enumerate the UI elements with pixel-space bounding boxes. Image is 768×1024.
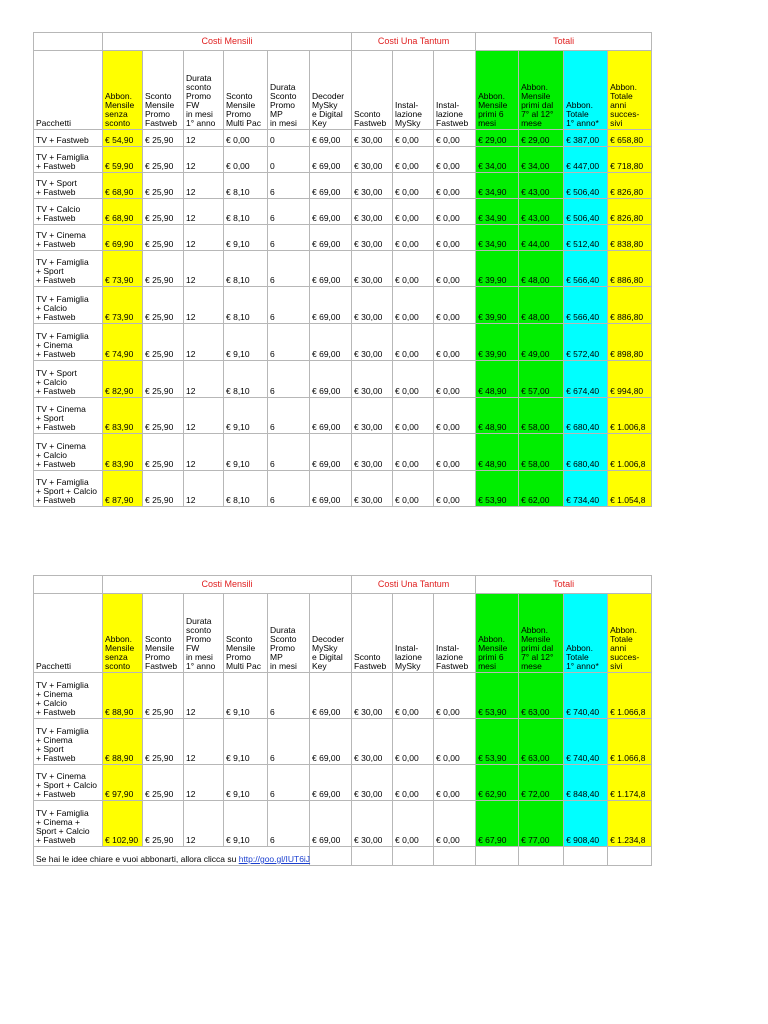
cell-mesi-7-12: € 77,00 xyxy=(519,801,564,847)
cell-pacchetto: TV + Famiglia + Sport + Fastweb xyxy=(34,251,103,287)
table-row xyxy=(34,398,652,434)
col-header-decoder: Decoder MySky e Digital Key xyxy=(310,594,352,673)
cell-pacchetto: TV + Cinema + Sport + Calcio + Fastweb xyxy=(34,765,103,801)
cell-durata-fw: 12 xyxy=(184,471,224,507)
cell-sconto-fastweb: € 25,90 xyxy=(143,765,184,801)
cell-install-fastweb: € 0,00 xyxy=(434,173,476,199)
cell-durata-mp: 6 xyxy=(268,324,310,361)
pricing-table-2 xyxy=(33,575,652,866)
cell-totale-1-anno: € 506,40 xyxy=(564,199,608,225)
cell-totale-1-anno: € 848,40 xyxy=(564,765,608,801)
cell-mesi-7-12: € 49,00 xyxy=(519,324,564,361)
table-1-body xyxy=(34,130,652,507)
table-row xyxy=(34,719,652,765)
cell-totale-anni-succ: € 826,80 xyxy=(608,199,652,225)
cell-totale-1-anno: € 572,40 xyxy=(564,324,608,361)
cell-sconto-multipac: € 8,10 xyxy=(224,287,268,324)
cell-totale-anni-succ: € 886,80 xyxy=(608,251,652,287)
cell-sconto-fw-tantum: € 30,00 xyxy=(352,251,393,287)
cell-abbon-mensile: € 69,90 xyxy=(103,225,143,251)
cell-abbon-mensile: € 87,90 xyxy=(103,471,143,507)
cell-totale-1-anno: € 740,40 xyxy=(564,719,608,765)
col-header-sconto-multipac: Sconto Mensile Promo Multi Pac xyxy=(224,51,268,130)
cell-durata-mp: 6 xyxy=(268,361,310,398)
cell-totale-1-anno: € 447,00 xyxy=(564,147,608,173)
table-row xyxy=(34,173,652,199)
cell-abbon-mensile: € 68,90 xyxy=(103,199,143,225)
cell-pacchetto: TV + Cinema + Fastweb xyxy=(34,225,103,251)
blank-cell xyxy=(34,576,103,594)
cell-pacchetto: TV + Famiglia + Cinema + Fastweb xyxy=(34,324,103,361)
col-header-totale-succ: Abbon. Totale anni succes- sivi xyxy=(608,594,652,673)
cell-sconto-fw-tantum: € 30,00 xyxy=(352,225,393,251)
group-costi-mensili: Costi Mensili xyxy=(103,33,352,51)
cell-install-fastweb: € 0,00 xyxy=(434,765,476,801)
cell-abbon-mensile: € 83,90 xyxy=(103,434,143,471)
cell-sconto-fastweb: € 25,90 xyxy=(143,251,184,287)
cell-durata-fw: 12 xyxy=(184,251,224,287)
footer-row xyxy=(34,847,652,866)
cell-sconto-multipac: € 0,00 xyxy=(224,147,268,173)
table-row xyxy=(34,324,652,361)
cell-primi-6-mesi: € 48,90 xyxy=(476,434,519,471)
cell-mesi-7-12: € 57,00 xyxy=(519,361,564,398)
cell-sconto-fastweb: € 25,90 xyxy=(143,471,184,507)
group-header-row xyxy=(34,576,652,594)
cell-sconto-multipac: € 0,00 xyxy=(224,130,268,147)
cell-primi-6-mesi: € 34,90 xyxy=(476,173,519,199)
cell-install-mysky: € 0,00 xyxy=(393,361,434,398)
cell-pacchetto: TV + Famiglia + Sport + Calcio + Fastweb xyxy=(34,471,103,507)
cell-decoder: € 69,00 xyxy=(310,199,352,225)
cell-sconto-fw-tantum: € 30,00 xyxy=(352,199,393,225)
cell-durata-mp: 6 xyxy=(268,801,310,847)
cell-sconto-fw-tantum: € 30,00 xyxy=(352,130,393,147)
cell-totale-1-anno: € 506,40 xyxy=(564,173,608,199)
table-row xyxy=(34,801,652,847)
cell-decoder: € 69,00 xyxy=(310,324,352,361)
cell-decoder: € 69,00 xyxy=(310,361,352,398)
cell-durata-fw: 12 xyxy=(184,225,224,251)
cell-totale-1-anno: € 734,40 xyxy=(564,471,608,507)
cell-install-fastweb: € 0,00 xyxy=(434,130,476,147)
cell-install-mysky: € 0,00 xyxy=(393,801,434,847)
cell-install-fastweb: € 0,00 xyxy=(434,225,476,251)
col-header-durata-fw: Durata sconto Promo FW in mesi 1° anno xyxy=(184,594,224,673)
cell-decoder: € 69,00 xyxy=(310,173,352,199)
cell-sconto-fastweb: € 25,90 xyxy=(143,287,184,324)
cell-decoder: € 69,00 xyxy=(310,225,352,251)
cell-mesi-7-12: € 72,00 xyxy=(519,765,564,801)
cell-install-mysky: € 0,00 xyxy=(393,324,434,361)
cell-sconto-fastweb: € 25,90 xyxy=(143,398,184,434)
table-2-body xyxy=(34,673,652,847)
cell-durata-mp: 0 xyxy=(268,147,310,173)
cell-abbon-mensile: € 59,90 xyxy=(103,147,143,173)
cell-install-mysky: € 0,00 xyxy=(393,130,434,147)
cell-install-fastweb: € 0,00 xyxy=(434,287,476,324)
cell-totale-anni-succ: € 826,80 xyxy=(608,173,652,199)
group-costi-una-tantum: Costi Una Tantum xyxy=(352,576,476,594)
cell-sconto-multipac: € 9,10 xyxy=(224,765,268,801)
cell-durata-mp: 6 xyxy=(268,199,310,225)
cell-sconto-multipac: € 8,10 xyxy=(224,471,268,507)
col-header-sconto-multipac: Sconto Mensile Promo Multi Pac xyxy=(224,594,268,673)
cell-durata-mp: 6 xyxy=(268,765,310,801)
col-header-pacchetti: Pacchetti xyxy=(34,51,103,130)
cell-sconto-fastweb: € 25,90 xyxy=(143,173,184,199)
cell-install-mysky: € 0,00 xyxy=(393,199,434,225)
table-row xyxy=(34,225,652,251)
cell-totale-anni-succ: € 1.066,8 xyxy=(608,673,652,719)
cell-primi-6-mesi: € 53,90 xyxy=(476,471,519,507)
cell-totale-1-anno: € 566,40 xyxy=(564,287,608,324)
cell-durata-mp: 6 xyxy=(268,173,310,199)
cell-durata-fw: 12 xyxy=(184,324,224,361)
cell-sconto-fastweb: € 25,90 xyxy=(143,801,184,847)
cell-durata-fw: 12 xyxy=(184,434,224,471)
cell-pacchetto: TV + Famiglia + Cinema + Sport + Fastweb xyxy=(34,719,103,765)
cell-decoder: € 69,00 xyxy=(310,471,352,507)
cell-sconto-fastweb: € 25,90 xyxy=(143,719,184,765)
cell-sconto-multipac: € 9,10 xyxy=(224,801,268,847)
table-row xyxy=(34,287,652,324)
cell-totale-anni-succ: € 718,80 xyxy=(608,147,652,173)
cell-abbon-mensile: € 74,90 xyxy=(103,324,143,361)
cell-totale-1-anno: € 680,40 xyxy=(564,398,608,434)
cell-sconto-fastweb: € 25,90 xyxy=(143,673,184,719)
cell-pacchetto: TV + Cinema + Sport + Fastweb xyxy=(34,398,103,434)
cell-sconto-multipac: € 8,10 xyxy=(224,199,268,225)
cell-pacchetto: TV + Famiglia + Cinema + Calcio + Fastweb xyxy=(34,673,103,719)
cell-decoder: € 69,00 xyxy=(310,147,352,173)
cell-install-fastweb: € 0,00 xyxy=(434,199,476,225)
footer-empty-cell xyxy=(393,847,434,866)
col-header-install-fastweb: Instal- lazione Fastweb xyxy=(434,51,476,130)
cell-decoder: € 69,00 xyxy=(310,434,352,471)
group-costi-una-tantum: Costi Una Tantum xyxy=(352,33,476,51)
cell-sconto-fw-tantum: € 30,00 xyxy=(352,287,393,324)
cell-sconto-fw-tantum: € 30,00 xyxy=(352,765,393,801)
cell-pacchetto: TV + Fastweb xyxy=(34,130,103,147)
cell-install-fastweb: € 0,00 xyxy=(434,324,476,361)
col-header-sconto-fastweb: Sconto Mensile Promo Fastweb xyxy=(143,51,184,130)
cell-primi-6-mesi: € 29,00 xyxy=(476,130,519,147)
cell-durata-fw: 12 xyxy=(184,361,224,398)
cell-abbon-mensile: € 88,90 xyxy=(103,719,143,765)
footer-empty-cell xyxy=(476,847,519,866)
col-header-sconto-fw-tantum: Sconto Fastweb xyxy=(352,51,393,130)
cell-totale-anni-succ: € 1.066,8 xyxy=(608,719,652,765)
cell-install-fastweb: € 0,00 xyxy=(434,147,476,173)
cell-durata-fw: 12 xyxy=(184,287,224,324)
cell-durata-fw: 12 xyxy=(184,673,224,719)
col-header-sconto-fw-tantum: Sconto Fastweb xyxy=(352,594,393,673)
col-header-durata-mp: Durata Sconto Promo MP in mesi xyxy=(268,594,310,673)
column-header-row xyxy=(34,51,652,130)
col-header-primi-6: Abbon. Mensile primi 6 mesi xyxy=(476,51,519,130)
group-totali: Totali xyxy=(476,576,652,594)
col-header-abbon-mensile: Abbon. Mensile senza sconto xyxy=(103,51,143,130)
cell-abbon-mensile: € 73,90 xyxy=(103,287,143,324)
table-row xyxy=(34,471,652,507)
cell-totale-anni-succ: € 1.006,8 xyxy=(608,398,652,434)
cell-totale-1-anno: € 512,40 xyxy=(564,225,608,251)
cell-totale-1-anno: € 740,40 xyxy=(564,673,608,719)
col-header-install-mysky: Instal- lazione MySky xyxy=(393,51,434,130)
cell-sconto-fw-tantum: € 30,00 xyxy=(352,719,393,765)
table-row xyxy=(34,434,652,471)
cell-pacchetto: TV + Famiglia + Cinema + Sport + Calcio + Fastweb xyxy=(34,801,103,847)
cell-decoder: € 69,00 xyxy=(310,801,352,847)
cell-abbon-mensile: € 83,90 xyxy=(103,398,143,434)
cell-sconto-fw-tantum: € 30,00 xyxy=(352,471,393,507)
cell-sconto-multipac: € 9,10 xyxy=(224,434,268,471)
cell-sconto-multipac: € 9,10 xyxy=(224,225,268,251)
cell-abbon-mensile: € 102,90 xyxy=(103,801,143,847)
cell-install-mysky: € 0,00 xyxy=(393,173,434,199)
cell-mesi-7-12: € 43,00 xyxy=(519,173,564,199)
cell-totale-1-anno: € 674,40 xyxy=(564,361,608,398)
cell-sconto-fw-tantum: € 30,00 xyxy=(352,173,393,199)
cell-durata-fw: 12 xyxy=(184,765,224,801)
subscribe-link[interactable]: http://goo.gl/IUT6iJ xyxy=(238,854,311,864)
cell-durata-fw: 12 xyxy=(184,130,224,147)
cell-abbon-mensile: € 73,90 xyxy=(103,251,143,287)
cell-sconto-fw-tantum: € 30,00 xyxy=(352,398,393,434)
cell-sconto-fw-tantum: € 30,00 xyxy=(352,801,393,847)
cell-sconto-multipac: € 8,10 xyxy=(224,251,268,287)
cell-pacchetto: TV + Cinema + Calcio + Fastweb xyxy=(34,434,103,471)
cell-durata-fw: 12 xyxy=(184,398,224,434)
cell-totale-anni-succ: € 1.174,8 xyxy=(608,765,652,801)
cell-primi-6-mesi: € 48,90 xyxy=(476,361,519,398)
table-row xyxy=(34,765,652,801)
cell-durata-mp: 6 xyxy=(268,434,310,471)
cell-install-fastweb: € 0,00 xyxy=(434,361,476,398)
cell-install-mysky: € 0,00 xyxy=(393,147,434,173)
col-header-totale-1: Abbon. Totale 1° anno* xyxy=(564,594,608,673)
cell-sconto-fw-tantum: € 30,00 xyxy=(352,434,393,471)
cell-primi-6-mesi: € 62,90 xyxy=(476,765,519,801)
cell-install-fastweb: € 0,00 xyxy=(434,251,476,287)
cell-install-mysky: € 0,00 xyxy=(393,719,434,765)
cell-sconto-multipac: € 9,10 xyxy=(224,324,268,361)
footer-note-cell xyxy=(34,847,310,866)
cell-totale-anni-succ: € 1.006,8 xyxy=(608,434,652,471)
blank-cell xyxy=(34,33,103,51)
cell-durata-mp: 6 xyxy=(268,471,310,507)
cell-mesi-7-12: € 29,00 xyxy=(519,130,564,147)
cell-sconto-fastweb: € 25,90 xyxy=(143,225,184,251)
cell-install-mysky: € 0,00 xyxy=(393,398,434,434)
col-header-install-fastweb: Instal- lazione Fastweb xyxy=(434,594,476,673)
cell-durata-mp: 6 xyxy=(268,719,310,765)
cell-totale-anni-succ: € 886,80 xyxy=(608,287,652,324)
cell-install-fastweb: € 0,00 xyxy=(434,719,476,765)
cell-durata-mp: 6 xyxy=(268,251,310,287)
cell-sconto-fastweb: € 25,90 xyxy=(143,130,184,147)
cell-install-fastweb: € 0,00 xyxy=(434,434,476,471)
cell-durata-fw: 12 xyxy=(184,147,224,173)
table-row xyxy=(34,251,652,287)
cell-durata-fw: 12 xyxy=(184,801,224,847)
cell-totale-anni-succ: € 1.054,8 xyxy=(608,471,652,507)
cell-totale-anni-succ: € 898,80 xyxy=(608,324,652,361)
table-row xyxy=(34,673,652,719)
footer-empty-cell xyxy=(608,847,652,866)
cell-sconto-fw-tantum: € 30,00 xyxy=(352,147,393,173)
cell-install-fastweb: € 0,00 xyxy=(434,471,476,507)
footer-note: Se hai le idee chiare e vuoi abbonarti, allora clicca su xyxy=(36,854,237,864)
col-header-totale-succ: Abbon. Totale anni succes- sivi xyxy=(608,51,652,130)
col-header-totale-1: Abbon. Totale 1° anno* xyxy=(564,51,608,130)
cell-decoder: € 69,00 xyxy=(310,251,352,287)
cell-primi-6-mesi: € 34,90 xyxy=(476,199,519,225)
cell-abbon-mensile: € 97,90 xyxy=(103,765,143,801)
col-header-primi-6: Abbon. Mensile primi 6 mesi xyxy=(476,594,519,673)
footer-empty-cell xyxy=(310,847,352,866)
cell-totale-1-anno: € 680,40 xyxy=(564,434,608,471)
cell-sconto-multipac: € 9,10 xyxy=(224,673,268,719)
group-costi-mensili: Costi Mensili xyxy=(103,576,352,594)
cell-totale-anni-succ: € 1.234,8 xyxy=(608,801,652,847)
cell-durata-mp: 6 xyxy=(268,225,310,251)
cell-sconto-fastweb: € 25,90 xyxy=(143,147,184,173)
cell-decoder: € 69,00 xyxy=(310,130,352,147)
cell-decoder: € 69,00 xyxy=(310,287,352,324)
cell-abbon-mensile: € 88,90 xyxy=(103,673,143,719)
cell-install-fastweb: € 0,00 xyxy=(434,673,476,719)
cell-sconto-multipac: € 8,10 xyxy=(224,361,268,398)
cell-totale-anni-succ: € 994,80 xyxy=(608,361,652,398)
cell-mesi-7-12: € 43,00 xyxy=(519,199,564,225)
col-header-durata-fw: Durata sconto Promo FW in mesi 1° anno xyxy=(184,51,224,130)
table-row xyxy=(34,361,652,398)
col-header-7-12: Abbon. Mensile primi dal 7° al 12° mese xyxy=(519,51,564,130)
cell-sconto-fastweb: € 25,90 xyxy=(143,199,184,225)
cell-abbon-mensile: € 68,90 xyxy=(103,173,143,199)
col-header-install-mysky: Instal- lazione MySky xyxy=(393,594,434,673)
cell-mesi-7-12: € 63,00 xyxy=(519,719,564,765)
table-row xyxy=(34,147,652,173)
cell-primi-6-mesi: € 53,90 xyxy=(476,673,519,719)
cell-mesi-7-12: € 48,00 xyxy=(519,251,564,287)
footer-empty-cell xyxy=(434,847,476,866)
cell-totale-1-anno: € 566,40 xyxy=(564,251,608,287)
cell-sconto-fw-tantum: € 30,00 xyxy=(352,673,393,719)
cell-durata-fw: 12 xyxy=(184,719,224,765)
cell-install-mysky: € 0,00 xyxy=(393,673,434,719)
footer-empty-cell xyxy=(352,847,393,866)
column-header-row xyxy=(34,594,652,673)
cell-mesi-7-12: € 34,00 xyxy=(519,147,564,173)
cell-pacchetto: TV + Calcio + Fastweb xyxy=(34,199,103,225)
cell-primi-6-mesi: € 39,90 xyxy=(476,324,519,361)
cell-mesi-7-12: € 48,00 xyxy=(519,287,564,324)
cell-install-mysky: € 0,00 xyxy=(393,765,434,801)
group-header-row xyxy=(34,33,652,51)
cell-abbon-mensile: € 82,90 xyxy=(103,361,143,398)
footer-empty-cell xyxy=(519,847,564,866)
cell-durata-mp: 6 xyxy=(268,287,310,324)
cell-install-fastweb: € 0,00 xyxy=(434,801,476,847)
cell-primi-6-mesi: € 39,90 xyxy=(476,287,519,324)
cell-decoder: € 69,00 xyxy=(310,673,352,719)
cell-primi-6-mesi: € 67,90 xyxy=(476,801,519,847)
cell-install-mysky: € 0,00 xyxy=(393,471,434,507)
cell-decoder: € 69,00 xyxy=(310,398,352,434)
cell-sconto-fastweb: € 25,90 xyxy=(143,361,184,398)
pricing-table-1 xyxy=(33,32,652,507)
col-header-decoder: Decoder MySky e Digital Key xyxy=(310,51,352,130)
cell-primi-6-mesi: € 53,90 xyxy=(476,719,519,765)
cell-sconto-multipac: € 9,10 xyxy=(224,719,268,765)
cell-durata-mp: 6 xyxy=(268,673,310,719)
cell-mesi-7-12: € 58,00 xyxy=(519,398,564,434)
cell-totale-1-anno: € 908,40 xyxy=(564,801,608,847)
cell-durata-mp: 0 xyxy=(268,130,310,147)
cell-install-fastweb: € 0,00 xyxy=(434,398,476,434)
cell-install-mysky: € 0,00 xyxy=(393,225,434,251)
cell-durata-mp: 6 xyxy=(268,398,310,434)
cell-install-mysky: € 0,00 xyxy=(393,287,434,324)
cell-sconto-fw-tantum: € 30,00 xyxy=(352,361,393,398)
cell-sconto-fastweb: € 25,90 xyxy=(143,324,184,361)
col-header-durata-mp: Durata Sconto Promo MP in mesi xyxy=(268,51,310,130)
cell-sconto-fw-tantum: € 30,00 xyxy=(352,324,393,361)
cell-mesi-7-12: € 44,00 xyxy=(519,225,564,251)
cell-mesi-7-12: € 58,00 xyxy=(519,434,564,471)
cell-primi-6-mesi: € 39,90 xyxy=(476,251,519,287)
group-totali: Totali xyxy=(476,33,652,51)
cell-pacchetto: TV + Famiglia + Calcio + Fastweb xyxy=(34,287,103,324)
cell-install-mysky: € 0,00 xyxy=(393,251,434,287)
cell-sconto-multipac: € 9,10 xyxy=(224,398,268,434)
cell-primi-6-mesi: € 34,00 xyxy=(476,147,519,173)
footer-empty-cell xyxy=(564,847,608,866)
cell-mesi-7-12: € 62,00 xyxy=(519,471,564,507)
cell-mesi-7-12: € 63,00 xyxy=(519,673,564,719)
cell-decoder: € 69,00 xyxy=(310,765,352,801)
cell-durata-fw: 12 xyxy=(184,199,224,225)
cell-decoder: € 69,00 xyxy=(310,719,352,765)
cell-sconto-multipac: € 8,10 xyxy=(224,173,268,199)
cell-pacchetto: TV + Sport + Calcio + Fastweb xyxy=(34,361,103,398)
cell-totale-anni-succ: € 658,80 xyxy=(608,130,652,147)
cell-install-mysky: € 0,00 xyxy=(393,434,434,471)
cell-totale-1-anno: € 387,00 xyxy=(564,130,608,147)
col-header-sconto-fastweb: Sconto Mensile Promo Fastweb xyxy=(143,594,184,673)
cell-pacchetto: TV + Sport + Fastweb xyxy=(34,173,103,199)
cell-abbon-mensile: € 54,90 xyxy=(103,130,143,147)
cell-pacchetto: TV + Famiglia + Fastweb xyxy=(34,147,103,173)
col-header-abbon-mensile: Abbon. Mensile senza sconto xyxy=(103,594,143,673)
table-row xyxy=(34,199,652,225)
cell-primi-6-mesi: € 34,90 xyxy=(476,225,519,251)
cell-totale-anni-succ: € 838,80 xyxy=(608,225,652,251)
col-header-pacchetti: Pacchetti xyxy=(34,594,103,673)
col-header-7-12: Abbon. Mensile primi dal 7° al 12° mese xyxy=(519,594,564,673)
cell-primi-6-mesi: € 48,90 xyxy=(476,398,519,434)
table-row xyxy=(34,130,652,147)
cell-durata-fw: 12 xyxy=(184,173,224,199)
cell-sconto-fastweb: € 25,90 xyxy=(143,434,184,471)
